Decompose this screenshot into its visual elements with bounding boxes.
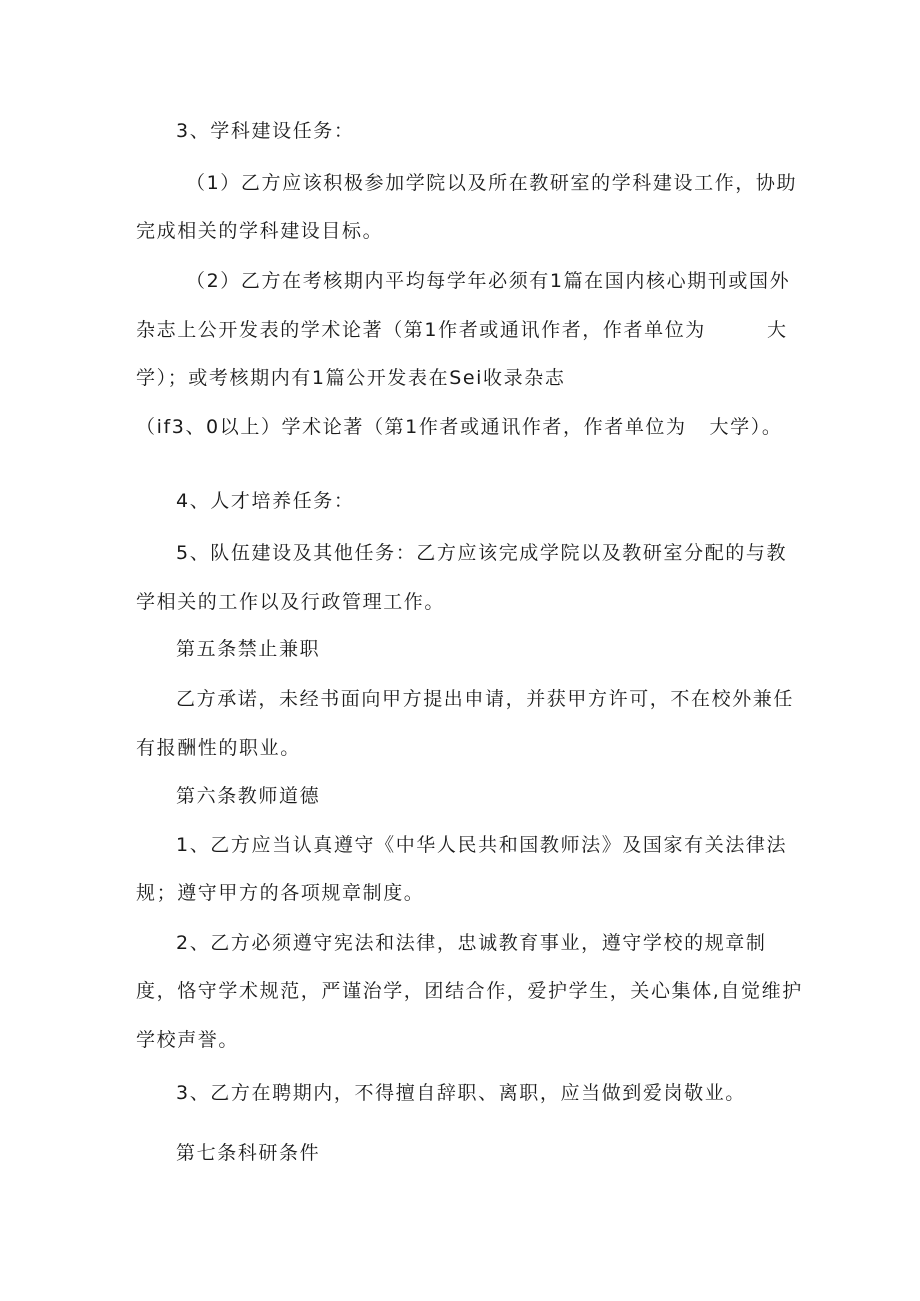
article-heading-no-part-time: 第五条禁止兼职 — [176, 638, 321, 660]
paragraph-line: 5、队伍建设及其他任务：乙方应该完成学院以及教研室分配的与教 — [176, 542, 788, 564]
article-heading-research-conditions: 第七条科研条件 — [176, 1142, 321, 1164]
paragraph-line: （2）乙方在考核期内平均每学年必须有1篇在国内核心期刊或国外 — [186, 270, 791, 292]
paragraph-line: 规；遵守甲方的各项规章制度。 — [136, 882, 425, 904]
paragraph-line: 2、乙方必须遵守宪法和法律，忠诚教育事业，遵守学校的规章制 — [176, 932, 767, 954]
section-heading-discipline-tasks: 3、学科建设任务： — [176, 120, 355, 142]
section-heading-talent-tasks: 4、人才培养任务： — [176, 490, 355, 512]
paragraph-line: 度，恪守学术规范，严谨治学，团结合作，爱护学生，关心集体,自觉维护 — [136, 980, 803, 1002]
paragraph-line: 学相关的工作以及行政管理工作。 — [136, 591, 446, 613]
paragraph-line: （1）乙方应该积极参加学院以及所在教研室的学科建设工作，协助 — [186, 172, 798, 194]
paragraph-line: 1、乙方应当认真遵守《中华人民共和国教师法》及国家有关法律法 — [176, 834, 788, 856]
paragraph-line: 乙方承诺，未经书面向甲方提出申请，并获甲方许可，不在校外兼任 — [176, 688, 795, 710]
paragraph-line: 学）；或考核期内有1篇公开发表在Sei收录杂志 — [136, 367, 566, 389]
paragraph-line: 完成相关的学科建设目标。 — [136, 220, 384, 242]
paragraph-line: 学校声誉。 — [136, 1029, 240, 1051]
paragraph-line: （if3、0以上）学术论著（第1作者或通讯作者，作者单位为 大学）。 — [136, 416, 783, 438]
article-heading-teacher-ethics: 第六条教师道德 — [176, 785, 321, 807]
paragraph-line: 3、乙方在聘期内，不得擅自辞职、离职，应当做到爱岗敬业。 — [176, 1082, 746, 1104]
paragraph-line: 杂志上公开发表的学术论著（第1作者或通讯作者，作者单位为 大 — [136, 319, 788, 341]
paragraph-line: 有报酬性的职业。 — [136, 737, 301, 759]
